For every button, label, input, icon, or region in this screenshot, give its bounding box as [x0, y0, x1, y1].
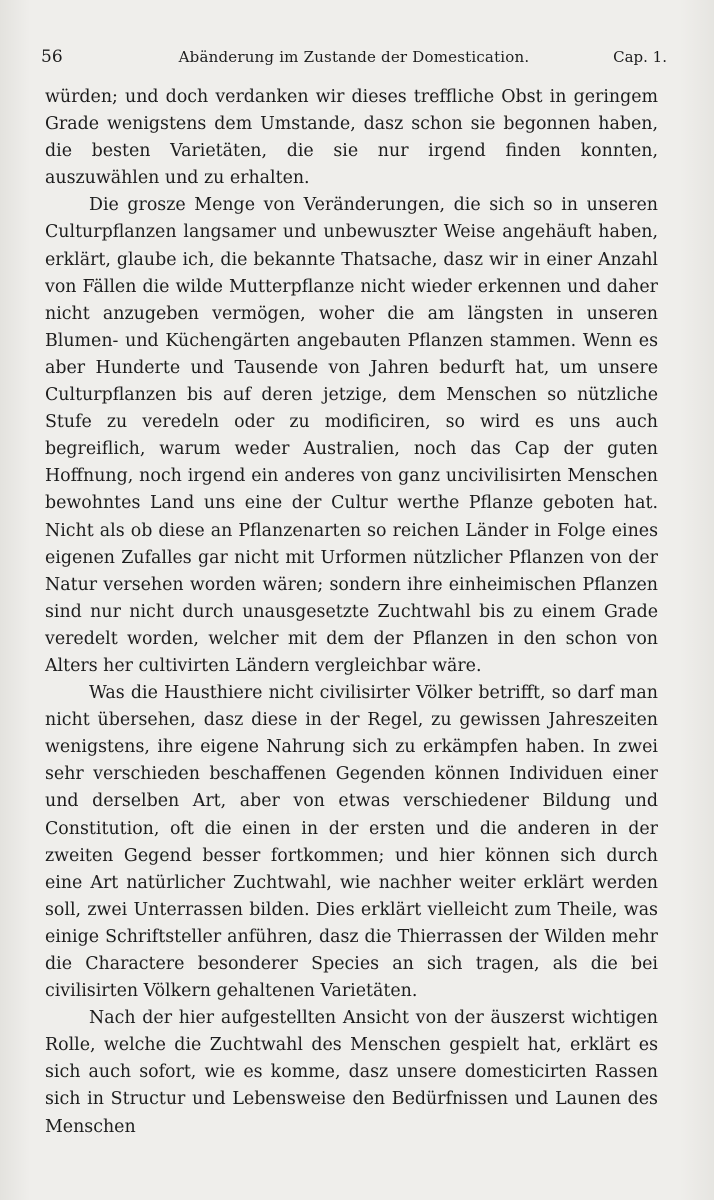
- page-number: 56: [41, 47, 63, 67]
- body-text: [45, 84, 658, 1141]
- paragraph-2: Die grosze Menge von Veränderungen, die sich so in unseren Culturpflanzen langsamer und unbewuszter Weise angehäuft haben, erklärt, glaube ich, die bekannte Thatsache, dasz wir in einer Anzahl von Fällen die wilde Mutterpflanze nicht wieder erkennen und daher nicht anzugeben vermögen, woher die am längsten in unseren Blumen- und Küchengärten angebauten Pflanzen stammen. Wenn es aber Hunderte und Tausende von Jahren bedurft hat, um unsere Culturpflanzen bis auf deren jetzige, dem Menschen so nützliche Stufe zu veredeln oder zu modificiren, so wird es uns auch begreiflich, warum weder Australien, noch das Cap der guten Hoffnung, noch irgend ein anderes von ganz uncivilisirten Menschen bewohntes Land uns eine der Cultur werthe Pflanze geboten hat. Nicht als ob diese an Pflanzenarten so reichen Länder in Folge eines eigenen Zufalles gar nicht mit Urformen nützlicher Pflanzen von der Natur versehen worden wären; sondern ihre einheimischen Pflanzen sind nur nicht durch unausgesetzte Zuchtwahl bis zu einem Grade veredelt worden, welcher mit dem der Pflanzen in den schon von Alters her cultivirten Ländern vergleichbar wäre.: [45, 195, 658, 676]
- paragraph-1: würden; und doch verdanken wir dieses treffliche Obst in geringem Grade wenigstens dem Umstande, dasz schon sie begonnen haben, die besten Varietäten, die sie nur irgend finden konnten, auszuwählen und zu erhalten.: [45, 87, 658, 189]
- running-title: Abänderung im Zustande der Domestication.: [178, 48, 530, 66]
- paragraph-4: Nach der hier aufgestellten Ansicht von der äuszerst wichtigen Rolle, welche die Zuchtwahl des Menschen gespielt hat, erklärt es sich auch sofort, wie es komme, dasz unsere domesticirten Rassen sich in Structur und Lebensweise den Bedürfnissen und Launen des Menschen: [45, 1008, 658, 1137]
- chapter-label: Cap. 1.: [613, 48, 667, 66]
- paragraph-3: Was die Hausthiere nicht civilisirter Völker betrifft, so darf man nicht übersehen, dasz diese in der Regel, zu gewissen Jahreszeiten wenigstens, ihre eigene Nahrung sich zu erkämpfen haben. In zwei sehr verschieden beschaffenen Gegenden können Individuen einer und derselben Art, aber von etwas verschiedener Bildung und Constitution, oft die einen in der ersten und die anderen in der zweiten Gegend besser fortkommen; und hier können sich durch eine Art natürlicher Zuchtwahl, wie nachher weiter erklärt werden soll, zwei Unterrassen bilden. Dies erklärt vielleicht zum Theile, was einige Schriftsteller anführen, dasz die Thierrassen der Wilden mehr die Charactere besonderer Species an sich tragen, als die bei civilisirten Völkern gehaltenen Varietäten.: [45, 683, 658, 1002]
- page-header: [41, 44, 667, 70]
